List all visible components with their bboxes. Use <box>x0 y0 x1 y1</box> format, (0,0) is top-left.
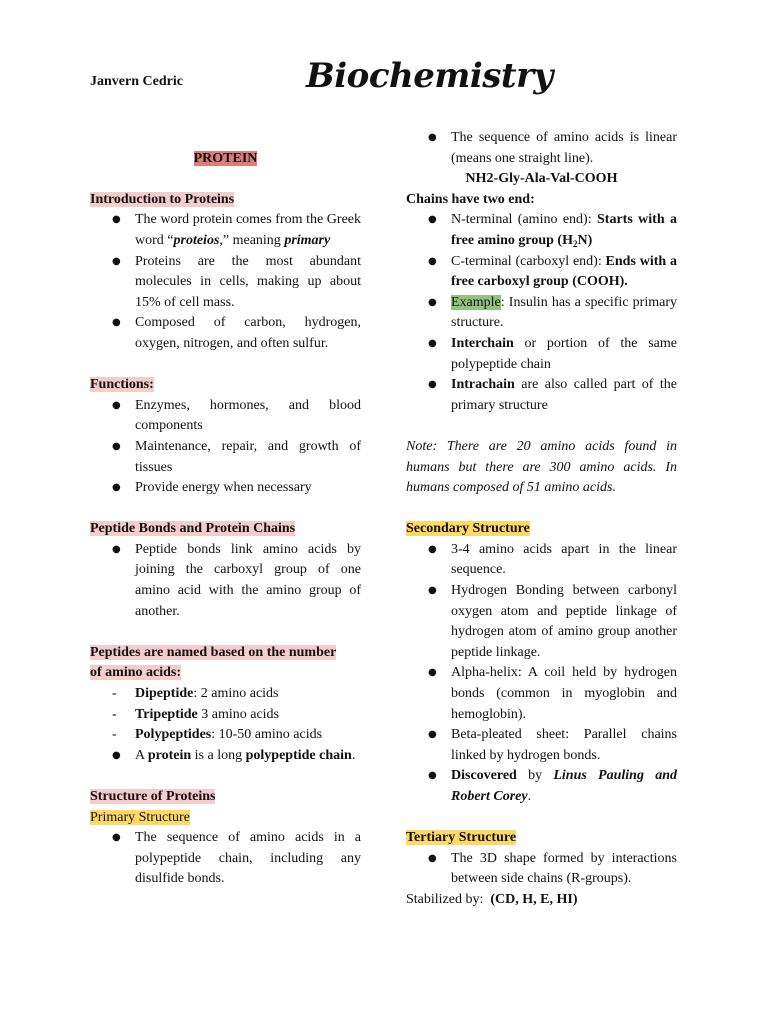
note: Note: There are 20 amino acids found in humans but there are 300 amino acids. In humans composed of 51 amino acids. <box>406 438 677 496</box>
text: . <box>351 747 356 763</box>
text: are also called part of the primary structure <box>451 377 677 413</box>
list-item <box>406 581 677 663</box>
list-item <box>90 746 361 767</box>
text: Polypeptides <box>135 727 212 743</box>
list-item <box>406 849 677 890</box>
bullet-icon: ● <box>428 379 437 391</box>
document-title: Biochemistry <box>306 56 553 96</box>
bullet-icon: ● <box>112 214 121 226</box>
text: . <box>527 789 532 804</box>
text: Dipeptide <box>135 686 194 702</box>
text: Discovered <box>451 768 517 784</box>
text: The 3D shape formed by interactions between side chains (R-groups). <box>451 850 677 887</box>
text: Ends with a free carboxyl group (COOH). <box>451 253 677 290</box>
right-column <box>406 128 677 911</box>
text: Peptide bonds link amino acids by joining the carboxyl group of one amino acid with the amino group of another. <box>135 541 361 619</box>
text: Example <box>451 294 501 310</box>
text: : 2 amino acids <box>193 686 279 702</box>
list-item <box>406 293 677 334</box>
text: Provide energy when necessary <box>135 480 312 496</box>
structure-heading <box>90 787 361 808</box>
text: by <box>516 768 554 784</box>
secondary-heading-text: Secondary Structure <box>406 521 530 537</box>
author-name: Janvern Cedric <box>90 74 183 89</box>
text: Starts with a free amino group (H <box>451 212 677 248</box>
text: : Insulin has a specific primary structure. <box>451 294 677 331</box>
list-item <box>90 437 361 478</box>
list-item <box>90 252 361 314</box>
peptide-heading-text: Peptide Bonds and Protein Chains <box>90 521 296 537</box>
tertiary-heading-text: Tertiary Structure <box>406 830 517 846</box>
structure-heading-text: Structure of Proteins <box>90 789 216 804</box>
text: 3 amino acids <box>197 706 280 722</box>
functions-heading-text: Functions: <box>90 377 154 393</box>
list-item <box>90 540 361 622</box>
bullet-icon: ● <box>112 440 121 452</box>
secondary-heading <box>406 519 677 540</box>
secondary-list <box>406 540 677 808</box>
named-heading-line2: of amino acids: <box>90 665 181 681</box>
named-heading-line1: Peptides are named based on the number <box>90 644 337 660</box>
text: Linus Pauling and Robert Corey <box>451 768 677 804</box>
protein-heading-text: PROTEIN <box>193 150 258 166</box>
bullet-icon: ● <box>428 337 437 349</box>
bullet-icon: ● <box>428 543 437 555</box>
list-item <box>406 663 677 725</box>
stabilized-line <box>406 890 677 911</box>
functions-heading <box>90 375 361 396</box>
text: The sequence of amino acids in a polypeptide chain, including any disulfide bonds. <box>135 830 361 887</box>
named-heading <box>90 643 361 684</box>
list-item <box>90 705 361 726</box>
list-item <box>406 375 677 416</box>
chains-heading: Chains have two end: <box>406 191 535 207</box>
list-item <box>90 828 361 890</box>
peptide-list <box>90 540 361 622</box>
list-item <box>406 128 677 169</box>
tertiary-heading <box>406 828 677 849</box>
text: N-terminal (amino end): <box>451 212 597 228</box>
list-item <box>90 478 361 499</box>
bullet-icon: ● <box>428 729 437 741</box>
list-item <box>90 396 361 437</box>
text: protein <box>147 747 192 763</box>
bullet-icon: ● <box>112 317 121 329</box>
text: 2 <box>572 238 578 249</box>
bullet-icon: ● <box>428 585 437 597</box>
text: Proteins are the most abundant molecules in cells, making up about 15% of cell mass. <box>135 253 361 310</box>
text: 3-4 amino acids apart in the linear sequence. <box>451 541 677 578</box>
list-item <box>90 684 361 705</box>
named-list <box>90 684 361 766</box>
text: A <box>135 747 148 763</box>
text: primary <box>284 232 331 248</box>
text: or portion of the same polypeptide chain <box>451 335 677 372</box>
text: (CD, H, E, HI) <box>490 891 578 907</box>
sequence-formula: NH2-Gly-Ala-Val-COOH <box>465 171 618 187</box>
bullet-icon: ● <box>112 832 121 844</box>
intro-list <box>90 210 361 354</box>
text: N) <box>577 232 593 248</box>
sequence-list <box>406 128 677 169</box>
primary-list <box>90 828 361 890</box>
text: Intrachain <box>451 377 515 393</box>
text: Stabilized by: <box>406 891 491 907</box>
bullet-icon: ● <box>112 543 121 555</box>
bullet-icon: ● <box>112 749 121 761</box>
text: : 10-50 amino acids <box>211 727 323 743</box>
text: Maintenance, repair, and growth of tissues <box>135 438 361 475</box>
text: polypeptide chain <box>245 747 352 763</box>
bullet-icon: ● <box>112 399 121 411</box>
text: Hydrogen Bonding between carbonyl oxygen atom and peptide linkage of hydrogen atom of amino group another peptide linkage. <box>451 583 677 660</box>
bullet-icon: ● <box>428 255 437 267</box>
tertiary-list <box>406 849 677 890</box>
bullet-icon: ● <box>428 132 437 143</box>
chains-list <box>406 210 677 416</box>
protein-heading <box>90 149 361 170</box>
text: is a long <box>191 747 246 763</box>
list-item <box>406 210 677 251</box>
dash-marker: - <box>112 727 117 743</box>
intro-heading <box>90 190 361 211</box>
bullet-icon: ● <box>428 296 437 308</box>
list-item <box>406 725 677 766</box>
bullet-icon: ● <box>428 214 437 226</box>
bullet-icon: ● <box>112 255 121 267</box>
primary-heading-text: Primary Structure <box>90 809 190 825</box>
left-column <box>90 128 361 890</box>
primary-heading <box>90 808 361 829</box>
bullet-icon: ● <box>112 482 121 494</box>
peptide-heading <box>90 519 361 540</box>
text: Beta-pleated sheet: Parallel chains linked by hydrogen bonds. <box>451 727 677 763</box>
list-item <box>90 725 361 746</box>
text: Composed of carbon, hydrogen, oxygen, nitrogen, and often sulfur. <box>135 315 361 351</box>
list-item <box>406 252 677 293</box>
text: The sequence of amino acids is linear (means one straight line). <box>451 130 677 166</box>
text: The word protein comes from the Greek word “ <box>135 212 361 248</box>
dash-marker: - <box>112 706 117 722</box>
text: Enzymes, hormones, and blood components <box>135 397 361 434</box>
text: proteios <box>173 232 220 248</box>
list-item <box>90 313 361 354</box>
bullet-icon: ● <box>428 770 437 782</box>
text: Tripeptide <box>135 706 198 722</box>
text: Interchain <box>451 335 514 351</box>
dash-marker: - <box>112 686 117 702</box>
list-item <box>406 334 677 375</box>
text: Alpha-helix: A coil held by hydrogen bonds (common in myoglobin and hemoglobin). <box>451 665 677 722</box>
bullet-icon: ● <box>428 852 437 864</box>
text: ,” meaning <box>219 232 285 248</box>
bullet-icon: ● <box>428 667 437 679</box>
list-item <box>406 766 677 807</box>
list-item <box>90 210 361 251</box>
functions-list <box>90 396 361 499</box>
text: C-terminal (carboxyl end): <box>451 253 606 269</box>
list-item <box>406 540 677 581</box>
intro-heading-text: Introduction to Proteins <box>90 191 235 207</box>
